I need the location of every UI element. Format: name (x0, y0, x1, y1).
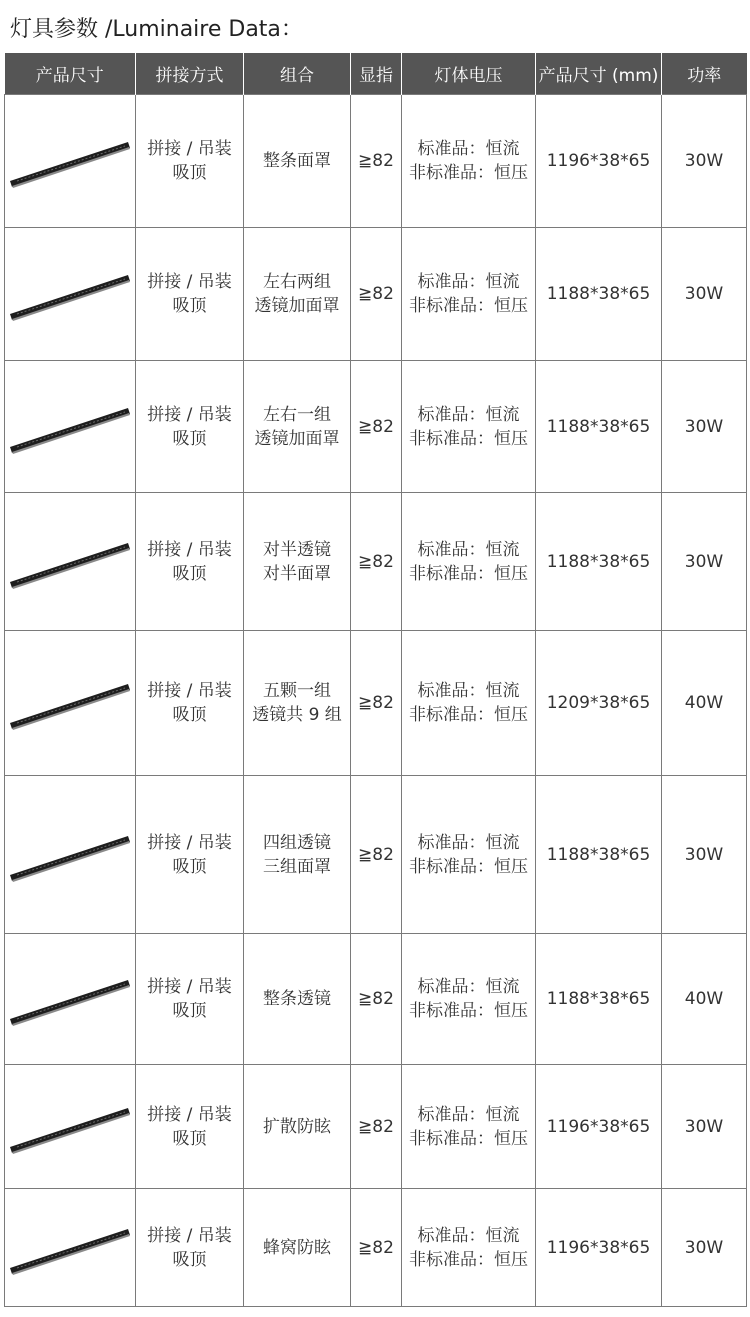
combination-cell-line-2: 透镜共 9 组 (252, 705, 342, 725)
table-row (5, 95, 747, 228)
product-image-cell (5, 493, 136, 631)
combination-cell-line-2: 透镜加面罩 (254, 296, 340, 316)
combination-cell-line-1: 左右两组 (263, 272, 331, 292)
linear-lamp-icon (7, 673, 133, 733)
table-row (5, 631, 747, 776)
connection-cell-line-2: 吸顶 (172, 428, 207, 449)
voltage-cell (402, 1065, 536, 1189)
luminaire-data-table (4, 53, 747, 1307)
voltage-cell (402, 228, 536, 361)
voltage-cell (402, 631, 536, 776)
connection-cell-line-1: 拼接 / 吊装 (147, 139, 232, 159)
connection-cell-line-2: 吸顶 (172, 563, 207, 584)
size-cell: 1188*38*65 (536, 361, 662, 493)
combination-cell (244, 95, 351, 228)
cri-cell: ≧82 (351, 631, 402, 776)
voltage-cell (402, 493, 536, 631)
product-image-cell (5, 1189, 136, 1307)
connection-cell (136, 493, 244, 631)
voltage-cell-line-1: 标准品：恒流 (417, 1225, 520, 1246)
combination-cell-line-2: 三组面罩 (263, 856, 331, 877)
voltage-cell-line-1: 标准品：恒流 (417, 977, 520, 997)
combination-cell-line-1: 整条面罩 (263, 151, 331, 171)
combination-cell (244, 631, 351, 776)
power-cell: 30W (662, 361, 747, 493)
connection-cell-line-1: 拼接 / 吊装 (147, 832, 232, 853)
size-cell: 1209*38*65 (536, 631, 662, 776)
linear-lamp-icon (7, 532, 133, 592)
size-cell: 1188*38*65 (536, 776, 662, 934)
table-row (5, 228, 747, 361)
cri-cell: ≧82 (351, 776, 402, 934)
connection-cell-line-1: 拼接 / 吊装 (147, 539, 232, 560)
linear-lamp-icon (7, 1097, 133, 1157)
power-cell: 30W (662, 1189, 747, 1307)
cri-cell: ≧82 (351, 361, 402, 493)
connection-cell-line-2: 吸顶 (172, 856, 207, 877)
linear-lamp-icon (7, 969, 133, 1029)
connection-cell-line-2: 吸顶 (172, 1128, 207, 1149)
connection-cell-line-1: 拼接 / 吊装 (147, 404, 232, 425)
header-cri: 显指 (351, 53, 402, 95)
combination-cell (244, 361, 351, 493)
voltage-cell-line-2: 非标准品：恒压 (409, 705, 528, 725)
combination-cell-line-1: 五颗一组 (263, 681, 331, 701)
voltage-cell-line-2: 非标准品：恒压 (409, 1128, 528, 1149)
voltage-cell-line-1: 标准品：恒流 (417, 139, 520, 159)
linear-lamp-icon (7, 825, 133, 885)
combination-cell (244, 1065, 351, 1189)
product-image-cell (5, 228, 136, 361)
connection-cell (136, 95, 244, 228)
table-header (5, 53, 747, 95)
combination-cell (244, 934, 351, 1065)
header-power: 功率 (662, 53, 747, 95)
connection-cell-line-1: 拼接 / 吊装 (147, 681, 232, 701)
power-cell: 40W (662, 631, 747, 776)
connection-cell-line-2: 吸顶 (172, 1001, 207, 1021)
voltage-cell-line-2: 非标准品：恒压 (409, 163, 528, 183)
table-row (5, 1189, 747, 1307)
linear-lamp-icon (7, 1218, 133, 1278)
voltage-cell (402, 776, 536, 934)
power-cell: 30W (662, 776, 747, 934)
header-voltage: 灯体电压 (402, 53, 536, 95)
product-image-cell (5, 776, 136, 934)
cri-cell: ≧82 (351, 1065, 402, 1189)
voltage-cell-line-2: 非标准品：恒压 (409, 856, 528, 877)
table-row (5, 934, 747, 1065)
size-cell: 1188*38*65 (536, 493, 662, 631)
connection-cell-line-1: 拼接 / 吊装 (147, 977, 232, 997)
combination-cell (244, 1189, 351, 1307)
voltage-cell-line-2: 非标准品：恒压 (409, 1001, 528, 1021)
table-row (5, 361, 747, 493)
product-image-cell (5, 95, 136, 228)
connection-cell (136, 631, 244, 776)
voltage-cell (402, 95, 536, 228)
size-cell: 1196*38*65 (536, 1065, 662, 1189)
power-cell: 30W (662, 95, 747, 228)
linear-lamp-icon (7, 397, 133, 457)
table-body (5, 95, 747, 1307)
size-cell: 1188*38*65 (536, 228, 662, 361)
voltage-cell-line-1: 标准品：恒流 (417, 832, 520, 853)
connection-cell-line-1: 拼接 / 吊装 (147, 1225, 232, 1246)
cri-cell: ≧82 (351, 95, 402, 228)
product-image-cell (5, 1065, 136, 1189)
size-cell: 1196*38*65 (536, 95, 662, 228)
cri-cell: ≧82 (351, 228, 402, 361)
connection-cell (136, 361, 244, 493)
linear-lamp-icon (7, 131, 133, 191)
connection-cell-line-1: 拼接 / 吊装 (147, 272, 232, 292)
combination-cell-line-1: 左右一组 (263, 404, 331, 425)
connection-cell-line-1: 拼接 / 吊装 (147, 1104, 232, 1125)
voltage-cell-line-2: 非标准品：恒压 (409, 296, 528, 316)
voltage-cell (402, 1189, 536, 1307)
voltage-cell (402, 361, 536, 493)
product-image-cell (5, 934, 136, 1065)
size-cell: 1196*38*65 (536, 1189, 662, 1307)
cri-cell: ≧82 (351, 934, 402, 1065)
combination-cell-line-1: 整条透镜 (263, 989, 331, 1009)
combination-cell (244, 776, 351, 934)
combination-cell (244, 493, 351, 631)
product-image-cell (5, 631, 136, 776)
connection-cell (136, 1065, 244, 1189)
table-row (5, 1065, 747, 1189)
connection-cell-line-2: 吸顶 (172, 705, 207, 725)
voltage-cell-line-2: 非标准品：恒压 (409, 428, 528, 449)
connection-cell-line-2: 吸顶 (172, 163, 207, 183)
combination-cell-line-2: 对半面罩 (263, 563, 331, 584)
table-row (5, 776, 747, 934)
connection-cell (136, 228, 244, 361)
header-size: 产品尺寸 (mm) (536, 53, 662, 95)
connection-cell (136, 776, 244, 934)
voltage-cell-line-1: 标准品：恒流 (417, 272, 520, 292)
voltage-cell (402, 934, 536, 1065)
connection-cell-line-2: 吸顶 (172, 296, 207, 316)
header-connection: 拼接方式 (136, 53, 244, 95)
header-combination: 组合 (244, 53, 351, 95)
product-image-cell (5, 361, 136, 493)
connection-cell (136, 934, 244, 1065)
connection-cell (136, 1189, 244, 1307)
connection-cell-line-2: 吸顶 (172, 1249, 207, 1270)
voltage-cell-line-2: 非标准品：恒压 (409, 563, 528, 584)
combination-cell-line-1: 对半透镜 (263, 539, 331, 560)
voltage-cell-line-2: 非标准品：恒压 (409, 1249, 528, 1270)
table-row (5, 493, 747, 631)
combination-cell-line-1: 四组透镜 (263, 832, 331, 853)
size-cell: 1188*38*65 (536, 934, 662, 1065)
power-cell: 30W (662, 493, 747, 631)
linear-lamp-icon (7, 264, 133, 324)
header-product-image: 产品尺寸 (5, 53, 136, 95)
page-title: 灯具参数 /Luminaire Data： (10, 17, 303, 42)
combination-cell-line-1: 扩散防眩 (263, 1116, 331, 1137)
voltage-cell-line-1: 标准品：恒流 (417, 539, 520, 560)
power-cell: 30W (662, 1065, 747, 1189)
voltage-cell-line-1: 标准品：恒流 (417, 404, 520, 425)
power-cell: 40W (662, 934, 747, 1065)
power-cell: 30W (662, 228, 747, 361)
cri-cell: ≧82 (351, 493, 402, 631)
voltage-cell-line-1: 标准品：恒流 (417, 681, 520, 701)
combination-cell (244, 228, 351, 361)
voltage-cell-line-1: 标准品：恒流 (417, 1104, 520, 1125)
combination-cell-line-2: 透镜加面罩 (254, 428, 340, 449)
combination-cell-line-1: 蜂窝防眩 (263, 1237, 331, 1258)
cri-cell: ≧82 (351, 1189, 402, 1307)
